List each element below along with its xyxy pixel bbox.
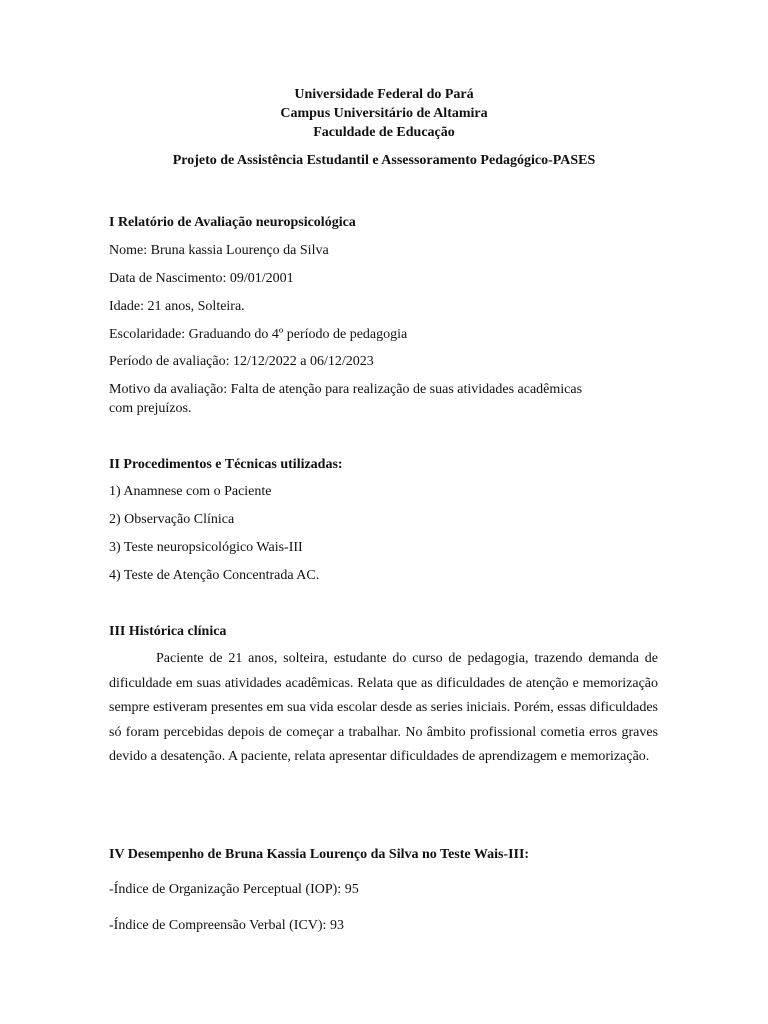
project-title: Projeto de Assistência Estudantil e Assessoramento Pedagógico-PASES <box>172 153 596 168</box>
section2-title: II Procedimentos e Técnicas utilizadas: <box>109 457 343 472</box>
iop-index: -Índice de Organização Perceptual (IOP): 95 <box>109 882 359 897</box>
patient-age: Idade: 21 anos, Solteira. <box>109 299 245 314</box>
evaluation-reason-line1: Motivo da avaliação: Falta de atenção para realização de suas atividades acadêmicas <box>109 382 583 397</box>
evaluation-period: Período de avaliação: 12/12/2022 a 06/12/2023 <box>109 354 374 369</box>
faculty-name: Faculdade de Educação <box>313 125 455 140</box>
section1-title: I Relatório de Avaliação neuropsicológica <box>109 215 356 230</box>
birth-date: Data de Nascimento: 09/01/2001 <box>109 271 294 286</box>
section4-title: IV Desempenho de Bruna Kassia Lourenço da Silva no Teste Wais-III: <box>109 847 530 862</box>
clinical-history-paragraph <box>109 647 658 770</box>
patient-name: Nome: Bruna kassia Lourenço da Silva <box>109 243 329 258</box>
icv-index: -Índice de Compreensão Verbal (ICV): 93 <box>109 918 344 933</box>
campus-name: Campus Universitário de Altamira <box>280 106 488 121</box>
evaluation-reason-line2: com prejuízos. <box>109 401 192 416</box>
university-name: Universidade Federal do Pará <box>294 87 474 102</box>
schooling: Escolaridade: Graduando do 4º período de pedagogia <box>109 327 408 342</box>
section3-title: III Histórica clínica <box>109 624 227 639</box>
procedure-item: 3) Teste neuropsicológico Wais-III <box>109 540 303 555</box>
procedure-item: 2) Observação Clínica <box>109 512 235 527</box>
institution-header <box>0 86 768 143</box>
clinical-history-text: Paciente de 21 anos, solteira, estudante do curso de pedagogia, trazendo demanda de dificuldade em suas atividades acadêmicas. Relata que as dificuldades de atenção e memorização sempre estiveram presentes em sua vida escolar desde as series iniciais. Porém, essas dificuldades só foram percebidas depois de começar a trabalhar. No âmbito profissional cometia erros graves devido a desatenção. A paciente, relata apresentar dificuldades de aprendizagem e memorização. <box>109 651 658 765</box>
procedure-item: 1) Anamnese com o Paciente <box>109 484 272 499</box>
procedure-item: 4) Teste de Atenção Concentrada AC. <box>109 568 320 583</box>
